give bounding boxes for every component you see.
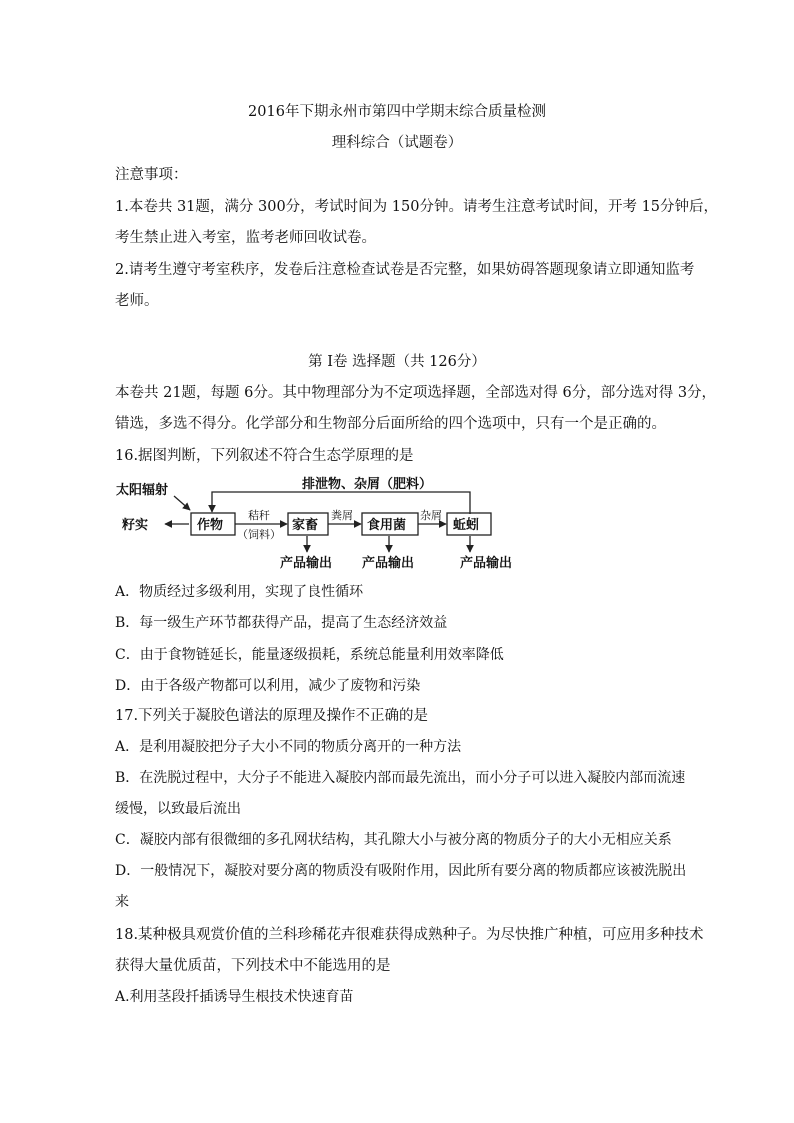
q18-stem-cont: 获得大量优质苗，下列技术中不能选用的是: [115, 958, 391, 974]
q17-option-c: C．凝胶内部有很微细的多孔网状结构，其孔隙大小与被分离的物质分子的大小无相应关系: [115, 832, 672, 848]
q16-option-a: A．物质经过多级利用，实现了良性循环: [115, 584, 364, 600]
section-desc-2: 错选，多选不得分。化学部分和生物部分后面所给的四个选项中，只有一个是正确的。: [115, 416, 666, 432]
q17-stem: 17.下列关于凝胶色谱法的原理及操作不正确的是: [115, 708, 429, 724]
label-livestock: 家畜: [292, 518, 319, 533]
ecology-flow-diagram: [112, 474, 518, 572]
label-fungus: 食用菌: [367, 518, 407, 533]
q16-option-b: B．每一级生产环节都获得产品，提高了生态经济效益: [115, 615, 448, 631]
q17-option-d: D．一般情况下，凝胶对要分离的物质没有吸附作用，因此所有要分离的物质都应该被洗脱出: [115, 863, 687, 879]
notice-item-1-cont: 考生禁止进入考室，监考老师回收试卷。: [115, 230, 376, 246]
notice-item-1: 1.本卷共 31题，满分 300分，考试时间为 150分钟。请考生注意考试时间，开考 15分钟后，: [115, 199, 719, 215]
label-feed: （饲料）: [237, 528, 281, 541]
label-earthworm: 蚯蚓: [453, 518, 480, 533]
exam-subtitle: 理科综合（试题卷）: [331, 135, 463, 151]
q16-option-d: D．由于各级产物都可以利用，减少了废物和污染: [115, 678, 421, 694]
notice-heading: 注意事项：: [115, 167, 188, 183]
label-waste: 排泄物、杂屑（肥料）: [302, 477, 433, 492]
q17-option-a: A．是利用凝胶把分子大小不同的物质分离开的一种方法: [115, 739, 462, 755]
exam-title: 2016年下期永州市第四中学期末综合质量检测: [248, 104, 546, 120]
q17-option-b-cont: 缓慢，以致最后流出: [115, 801, 241, 817]
label-sun: 太阳辐射: [116, 483, 169, 498]
label-crop: 作物: [197, 518, 224, 533]
label-debris: 杂屑: [420, 509, 442, 522]
q18-stem: 18.某种极具观赏价值的兰科珍稀花卉很难获得成熟种子。为尽快推广种植，可应用多种技术: [115, 927, 704, 943]
q16-stem: 16.据图判断，下列叙述不符合生态学原理的是: [115, 448, 414, 464]
label-output-1: 产品输出: [280, 556, 333, 571]
label-output-2: 产品输出: [362, 556, 415, 571]
section-title: 第 I卷 选择题（共 126分）: [308, 354, 486, 370]
notice-item-2-cont: 老师。: [115, 293, 159, 309]
q16-option-c: C．由于食物链延长，能量逐级损耗，系统总能量利用效率降低: [115, 647, 504, 663]
notice-item-2: 2.请考生遵守考室秩序，发卷后注意检查试卷是否完整，如果妨碍答题现象请立即通知监考: [115, 262, 695, 278]
q17-option-d-cont: 来: [115, 894, 129, 910]
label-straw: 秸秆: [248, 509, 270, 522]
label-seed: 籽实: [122, 518, 149, 533]
section-desc-1: 本卷共 21题，每题 6分。其中物理部分为不定项选择题，全部选对得 6分，部分选对得 3分，: [115, 385, 717, 401]
q17-option-b: B．在洗脱过程中，大分子不能进入凝胶内部而最先流出，而小分子可以进入凝胶内部而流速: [115, 770, 686, 786]
label-manure: 粪屑: [331, 509, 353, 522]
sun-arrow: [174, 496, 190, 510]
label-output-3: 产品输出: [460, 556, 513, 571]
q18-option-a: A.利用茎段扦插诱导生根技术快速育苗: [115, 989, 354, 1005]
